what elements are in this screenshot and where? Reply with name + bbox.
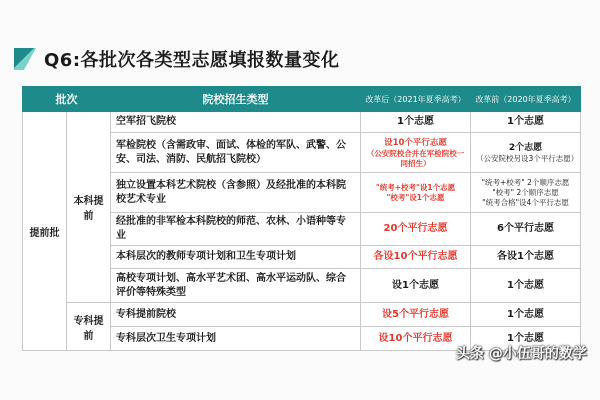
row-name: 专科提前院校 — [111, 303, 361, 327]
row-after: 20个平行志愿 — [361, 213, 471, 246]
row-after: 1个志愿 — [361, 112, 471, 133]
header-batch: 批次 — [23, 87, 111, 112]
row-before: 6个平行志愿 — [471, 213, 581, 246]
row-after-line1: 设10个平行志愿 — [384, 137, 447, 148]
row-before-line2: （公安院校另设3个平行志愿） — [476, 153, 579, 163]
row-before — [471, 133, 581, 173]
row-after — [361, 173, 471, 213]
header-before: 改革前（2020年夏季高考） — [471, 87, 581, 112]
title-area — [14, 44, 340, 74]
row-after — [361, 133, 471, 173]
volunteer-table — [22, 86, 581, 351]
row-before — [471, 173, 581, 213]
table-row — [23, 112, 581, 133]
row-after-line2: （公安院校合并在军检院校一同招生） — [366, 148, 465, 168]
table-row — [23, 303, 581, 327]
row-name: 独立设置本科艺术院校（含参照）及经批准的本科院校艺术专业 — [111, 173, 361, 213]
row-before: 1个志愿 — [471, 269, 581, 303]
table-header-row — [23, 87, 581, 112]
header-type: 院校招生类型 — [111, 87, 361, 112]
group-undergrad: 本科提前 — [67, 112, 111, 303]
row-before-line1: "统考+校考" 2个顺序志愿 — [481, 177, 570, 187]
row-before: 各设1个志愿 — [471, 246, 581, 269]
row-after-line2: "校考"设1个志愿 — [386, 192, 445, 202]
row-name: 空军招飞院校 — [111, 112, 361, 133]
row-before-line1: 2个志愿 — [508, 142, 543, 153]
row-after-line1: "统考+校考"设1个志愿 — [375, 182, 456, 192]
row-after: 设5个平行志愿 — [361, 303, 471, 327]
row-name: 经批准的非军检本科院校的师范、农林、小语种等专业 — [111, 213, 361, 246]
row-before: 1个志愿 — [471, 112, 581, 133]
row-name: 军检院校（含需政审、面试、体检的军队、武警、公安、司法、消防、民航招飞院校） — [111, 133, 361, 173]
group-advance: 提前批 — [23, 112, 67, 351]
row-after: 设1个志愿 — [361, 269, 471, 303]
page-title: Q6:各批次各类型志愿填报数量变化 — [44, 50, 340, 71]
watermark: 头条 @小伍哥的数学 — [456, 346, 587, 362]
row-after: 设10个平行志愿 — [361, 327, 471, 351]
row-before-line3: "统考合格"设4个平行志愿 — [482, 197, 569, 207]
title-marker-icon — [14, 48, 36, 70]
row-before: 1个志愿 — [471, 327, 581, 351]
group-junior: 专科提前 — [67, 303, 111, 351]
row-name: 本科层次的教师专项计划和卫生专项计划 — [111, 246, 361, 269]
row-name: 高校专项计划、高水平艺术团、高水平运动队、综合评价等特殊类型 — [111, 269, 361, 303]
header-after: 改革后（2021年夏季高考） — [361, 87, 471, 112]
row-after: 各设10个平行志愿 — [361, 246, 471, 269]
row-name: 专科层次卫生专项计划 — [111, 327, 361, 351]
row-before: 1个志愿 — [471, 303, 581, 327]
row-before-line2: "校考" 2个顺序志愿 — [492, 187, 559, 197]
